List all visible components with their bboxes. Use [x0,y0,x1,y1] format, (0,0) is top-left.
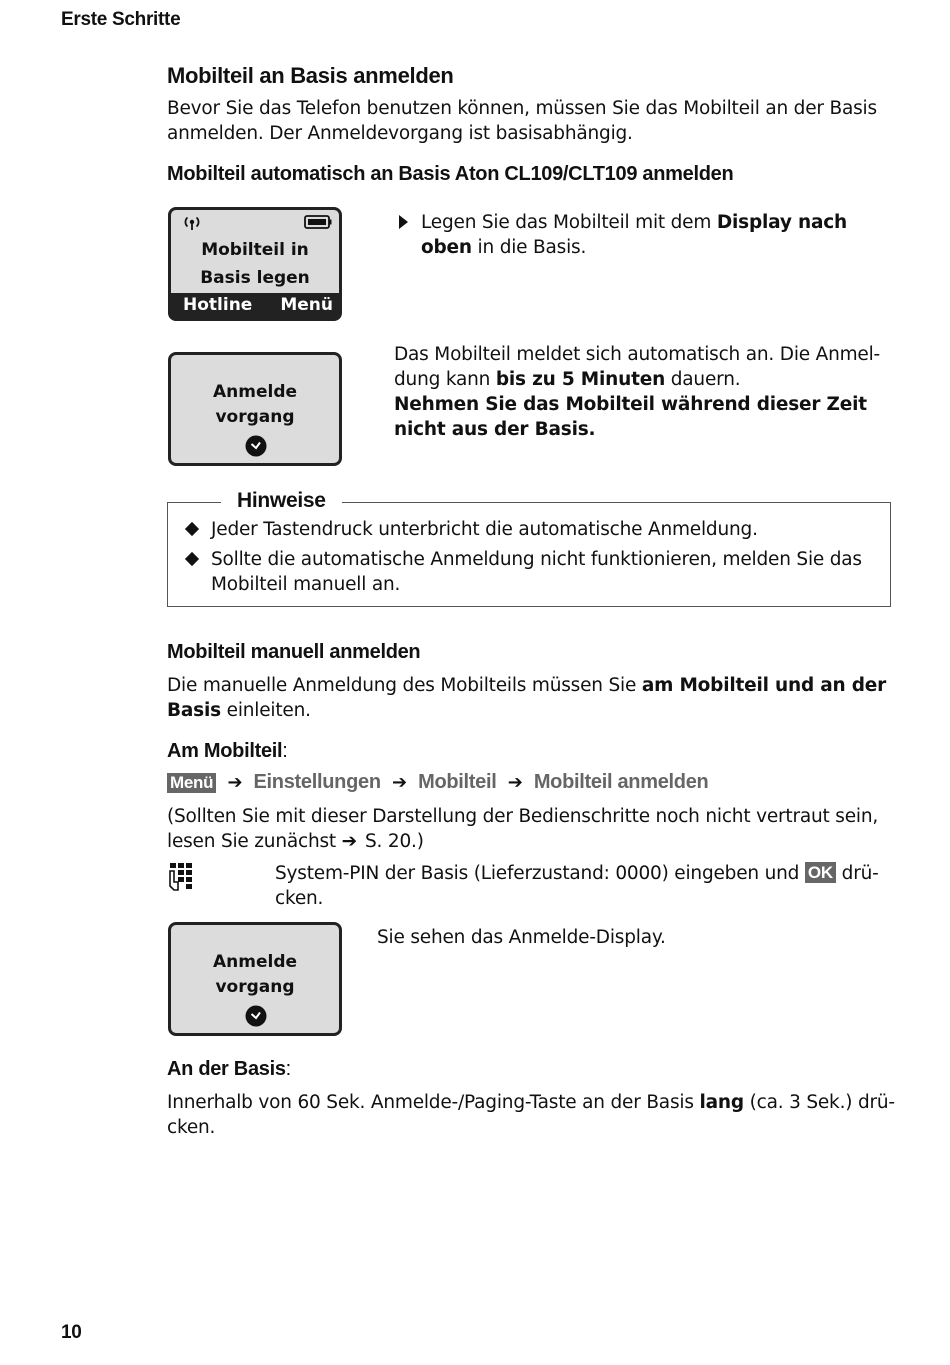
notes-title: Hinweise [221,489,342,513]
reference-arrow-icon: ➔ [341,831,357,852]
step-bullet-icon [399,215,408,229]
handset-display-registering [168,352,342,466]
keypad-icon [168,862,198,892]
menu-path-step-handset[interactable]: Mobilteil [418,771,497,794]
display-status-bar [171,212,339,232]
hint-line-1: (Sollten Sie mit dieser Darstellung der Bedienschritte noch nicht vertraut sein, [167,806,879,827]
display-text-line-1: Anmelde [212,382,298,402]
intro-line-2: anmelden. Der Anmeldevorgang ist basisabhängig. [167,123,633,144]
step2-line-1: Das Mobilteil meldet sich automatisch an. Die Anmel- [394,344,881,365]
battery-icon [304,215,332,229]
menu-path-step-register[interactable]: Mobilteil anmelden [533,771,709,794]
display-text-line-2: Basis legen [200,268,310,288]
menu-key-badge[interactable]: Menü [167,773,216,793]
page-number: 10 [61,1322,82,1343]
subsection-title-manual: Mobilteil manuell anmelden [167,641,421,663]
step2-line-2: dung kann bis zu 5 Minuten dauern. [394,369,741,390]
step1-line-2: oben in die Basis. [421,237,587,258]
intro-line-1: Bevor Sie das Telefon benutzen können, müssen Sie das Mobilteil an der Basis [167,98,877,119]
display-text-line-1: Mobilteil in [201,240,309,260]
softkey-menu[interactable]: Menü [280,295,333,315]
clock-icon [245,435,267,457]
running-head: Erste Schritte [61,9,181,30]
base-heading: An der Basis: [167,1058,291,1080]
display-text-line-1: Anmelde [212,952,298,972]
path-arrow-icon: ➔ [227,772,243,794]
pin-line-1: System-PIN der Basis (Lieferzustand: 0000) eingeben und OK drü- [275,863,879,884]
ok-key-badge[interactable]: OK [805,862,836,883]
signal-icon [182,213,202,231]
section-title-register: Mobilteil an Basis anmelden [167,63,454,88]
hint-line-2: lesen Sie zunächst ➔ S. 20.) [167,831,424,852]
note-item-1: Jeder Tastendruck unterbricht die automatische Anmeldung. [211,519,758,540]
menu-path [167,771,708,797]
display-text-line-2: vorgang [215,977,295,997]
manual-intro-line-1: Die manuelle Anmeldung des Mobilteils müssen Sie am Mobilteil und an der [167,675,887,696]
menu-path-step-settings[interactable]: Einstellungen [253,771,381,794]
handset-display-insert [168,207,342,321]
base-line-1: Innerhalb von 60 Sek. Anmelde-/Paging-Taste an der Basis lang (ca. 3 Sek.) drü- [167,1092,895,1113]
step2-warning-line-2: nicht aus der Basis. [394,419,596,440]
manual-intro-line-2: Basis einleiten. [167,700,311,721]
clock-icon [245,1005,267,1027]
note-item-2-line-1: Sollte die automatische Anmeldung nicht funktionieren, melden Sie das [211,549,862,570]
pin-line-2: cken. [275,888,324,909]
handset-heading: Am Mobilteil: [167,740,288,762]
display-softkey-bar [171,293,339,318]
handset-display-register [168,922,342,1036]
display-text-line-2: vorgang [215,407,295,427]
softkey-hotline[interactable]: Hotline [183,295,253,315]
path-arrow-icon: ➔ [392,772,407,794]
subsection-title-auto: Mobilteil automatisch an Basis Aton CL109/CLT109 anmelden [167,163,734,185]
note-item-2-line-2: Mobilteil manuell an. [211,574,401,595]
path-arrow-icon: ➔ [507,772,523,794]
step1-line-1: Legen Sie das Mobilteil mit dem Display nach [421,212,847,233]
base-line-2: cken. [167,1117,216,1138]
display-hint: Sie sehen das Anmelde-Display. [377,927,666,948]
page-reference-link[interactable]: S. 20.) [364,831,424,852]
step2-warning-line-1: Nehmen Sie das Mobilteil während dieser Zeit [394,394,867,415]
